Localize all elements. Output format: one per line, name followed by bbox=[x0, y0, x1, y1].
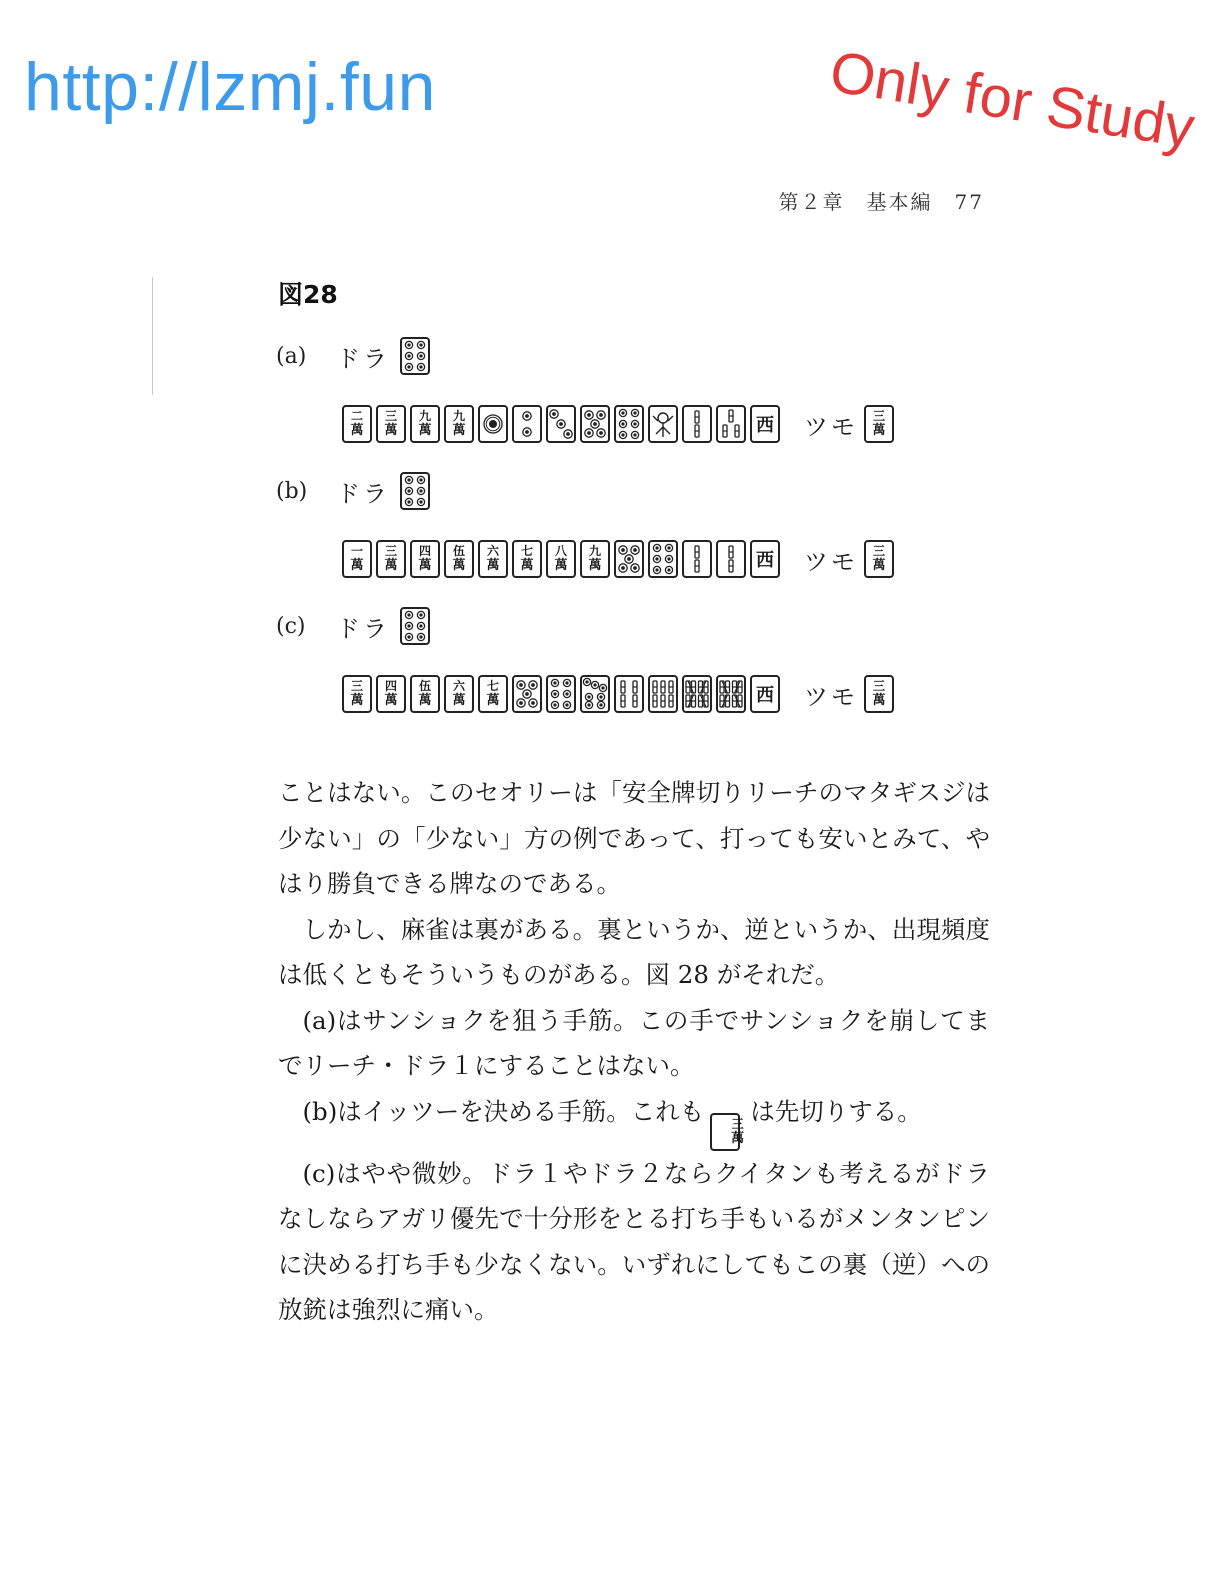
tile-numeral: 三 bbox=[384, 409, 397, 423]
dora-tile bbox=[400, 607, 434, 645]
tile-numeral: 三 bbox=[872, 679, 885, 693]
tsumo-tile bbox=[864, 675, 898, 713]
man-tile bbox=[546, 540, 576, 578]
tile-numeral: 九 bbox=[418, 409, 431, 423]
paragraph-4 bbox=[278, 1089, 990, 1151]
man-tile bbox=[864, 540, 894, 578]
dora-word: ドラ bbox=[336, 614, 390, 643]
tsumo-tile bbox=[864, 540, 898, 578]
man-tile bbox=[376, 540, 406, 578]
pin-tile bbox=[512, 405, 542, 443]
sou-tile bbox=[614, 675, 644, 713]
tsumo-tile bbox=[864, 405, 898, 443]
sou-tile bbox=[648, 405, 678, 443]
tile-suit-char: 萬 bbox=[418, 423, 432, 438]
tsumo-word: ツモ bbox=[804, 547, 858, 576]
tile-numeral: 三 bbox=[384, 544, 397, 558]
tile-suit-char: 萬 bbox=[350, 558, 364, 573]
tile-numeral: 三 bbox=[350, 679, 363, 693]
pin-tile bbox=[614, 540, 644, 578]
paragraph-2: しかし、麻雀は裏がある。裏というか、逆というか、出現頻度は低くともそういうものがある。図 28 がそれだ。 bbox=[278, 914, 990, 989]
tsumo-word: ツモ bbox=[804, 682, 858, 711]
tile-suit-char: 萬 bbox=[486, 558, 500, 573]
man-tile bbox=[512, 540, 542, 578]
hand-row-b bbox=[342, 537, 898, 581]
dora-word: ドラ bbox=[336, 344, 390, 373]
dora-tile bbox=[400, 472, 434, 510]
man-tile bbox=[342, 540, 372, 578]
sou-tile bbox=[682, 405, 712, 443]
tile-suit-char: 萬 bbox=[486, 693, 500, 708]
figure-title: 図28 bbox=[278, 280, 338, 309]
tile-suit-char: 萬 bbox=[872, 423, 886, 438]
tile-numeral: 伍 bbox=[452, 544, 465, 558]
sou-tile bbox=[716, 675, 746, 713]
paragraph-3: (a)はサンショクを狙う手筋。この手でサンショクを崩してまでリーチ・ドラ１にすることはない。 bbox=[278, 1005, 990, 1080]
man-tile bbox=[580, 540, 610, 578]
hand-label: (a) bbox=[276, 343, 307, 369]
tile-suit-char: 萬 bbox=[731, 1130, 745, 1146]
sou-tile bbox=[648, 675, 678, 713]
pin-tile bbox=[614, 405, 644, 443]
sou-tile bbox=[682, 540, 712, 578]
hand-label: (c) bbox=[276, 613, 306, 639]
watermark-study: Only for Study bbox=[825, 38, 1199, 161]
man-tile bbox=[410, 675, 440, 713]
dora-line-c bbox=[276, 604, 434, 648]
tile-suit-char: 萬 bbox=[350, 423, 364, 438]
dora-tile bbox=[400, 337, 434, 375]
tile-numeral: 八 bbox=[554, 544, 567, 558]
tile-suit-char: 萬 bbox=[452, 423, 466, 438]
tile-numeral: 三 bbox=[731, 1116, 744, 1131]
man-tile bbox=[342, 675, 372, 713]
man-tile bbox=[864, 675, 894, 713]
tile-suit-char: 萬 bbox=[418, 693, 432, 708]
tile-numeral: 六 bbox=[486, 544, 499, 558]
pin-tile bbox=[400, 607, 430, 645]
paragraph-1: ことはない。このセオリーは「安全牌切りリーチのマタギスジは少ない」の「少ない」方の例であって、打っても安いとみて、やはり勝負できる牌なのである。 bbox=[278, 778, 990, 898]
tile-suit-char: 萬 bbox=[520, 558, 534, 573]
paragraph-4-start: (b)はイッツーを決める手筋。これも bbox=[302, 1096, 705, 1126]
tile-suit-char: 萬 bbox=[452, 693, 466, 708]
hand-row-c bbox=[342, 672, 898, 716]
inline-tile bbox=[710, 1113, 744, 1151]
dora-word: ドラ bbox=[336, 479, 390, 508]
margin-rule bbox=[152, 277, 153, 395]
tile-numeral: 二 bbox=[350, 409, 363, 423]
tile-numeral: 九 bbox=[452, 409, 465, 423]
hand-tiles bbox=[342, 675, 784, 713]
running-header: 第２章 基本編 77 bbox=[778, 190, 984, 214]
dora-line-b bbox=[276, 469, 434, 513]
man-tile bbox=[864, 405, 894, 443]
tile-numeral: 六 bbox=[452, 679, 465, 693]
man-tile bbox=[478, 675, 508, 713]
tsumo-word: ツモ bbox=[804, 412, 858, 441]
tile-numeral: 伍 bbox=[418, 679, 431, 693]
pin-tile bbox=[546, 675, 576, 713]
tile-suit-char: 萬 bbox=[588, 558, 602, 573]
pin-tile bbox=[512, 675, 542, 713]
sou-tile bbox=[682, 675, 712, 713]
tile-numeral: 四 bbox=[384, 679, 397, 693]
pin-tile bbox=[580, 675, 610, 713]
hand-row-a bbox=[342, 402, 898, 446]
hand-tiles bbox=[342, 405, 784, 443]
tile-honor-char: 西 bbox=[756, 550, 774, 571]
pin-tile bbox=[400, 472, 430, 510]
man-tile bbox=[444, 540, 474, 578]
tile-numeral: 七 bbox=[520, 544, 533, 558]
tile-suit-char: 萬 bbox=[872, 693, 886, 708]
hand-tiles bbox=[342, 540, 784, 578]
paragraph-5: (c)はやや微妙。ドラ１やドラ２ならクイタンも考えるがドラなしならアガリ優先で十分形をとる打ち手もいるがメンタンピンに決める打ち手も少なくない。いずれにしてもこの裏（逆）への放銃は強烈に痛い。 bbox=[278, 1158, 990, 1324]
tile-suit-char: 萬 bbox=[418, 558, 432, 573]
body-text bbox=[278, 770, 990, 1333]
paragraph-4-end: は先切りする。 bbox=[750, 1096, 922, 1126]
sou-tile bbox=[716, 405, 746, 443]
tile-numeral: 四 bbox=[418, 544, 431, 558]
man-tile bbox=[478, 540, 508, 578]
tile-numeral: 七 bbox=[486, 679, 499, 693]
tile-suit-char: 萬 bbox=[384, 423, 398, 438]
dora-line-a bbox=[276, 334, 434, 378]
hand-label: (b) bbox=[276, 478, 308, 504]
tile-suit-char: 萬 bbox=[554, 558, 568, 573]
tile-numeral: 九 bbox=[588, 544, 601, 558]
tile-numeral: 三 bbox=[872, 544, 885, 558]
tile-numeral: 三 bbox=[872, 409, 885, 423]
man-tile bbox=[376, 405, 406, 443]
watermark-url: http://lzmj.fun bbox=[24, 49, 436, 125]
pin-tile bbox=[478, 405, 508, 443]
man-tile bbox=[710, 1113, 745, 1151]
man-tile bbox=[444, 675, 474, 713]
tile-suit-char: 萬 bbox=[452, 558, 466, 573]
wind-tile bbox=[750, 675, 780, 713]
man-tile bbox=[342, 405, 372, 443]
tile-suit-char: 萬 bbox=[384, 693, 398, 708]
pin-tile bbox=[546, 405, 576, 443]
man-tile bbox=[410, 540, 440, 578]
tile-honor-char: 西 bbox=[756, 415, 774, 436]
tile-suit-char: 萬 bbox=[384, 558, 398, 573]
man-tile bbox=[410, 405, 440, 443]
pin-tile bbox=[648, 540, 678, 578]
tile-suit-char: 萬 bbox=[350, 693, 364, 708]
sou-tile bbox=[716, 540, 746, 578]
pin-tile bbox=[400, 337, 430, 375]
tile-honor-char: 西 bbox=[756, 685, 774, 706]
wind-tile bbox=[750, 405, 780, 443]
tile-suit-char: 萬 bbox=[872, 558, 886, 573]
tile-numeral: 一 bbox=[350, 544, 363, 558]
wind-tile bbox=[750, 540, 780, 578]
man-tile bbox=[376, 675, 406, 713]
pin-tile bbox=[580, 405, 610, 443]
man-tile bbox=[444, 405, 474, 443]
